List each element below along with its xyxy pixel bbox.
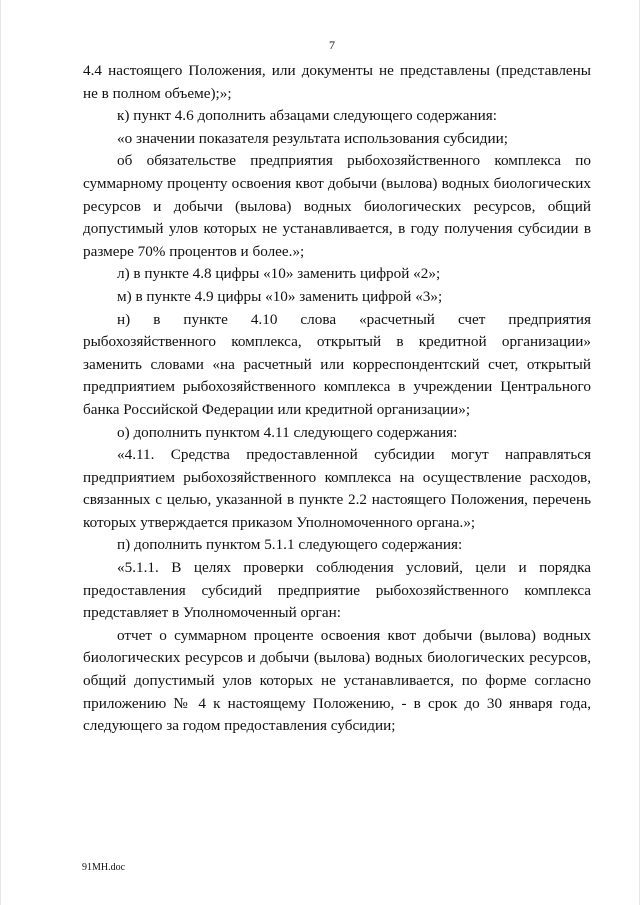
paragraph: о) дополнить пунктом 4.11 следующего содержания: (117, 423, 458, 441)
paragraph: м) в пункте 4.9 цифры «10» заменить цифрой «3»; (117, 287, 443, 305)
file-name-footer: 91МН.doc (82, 862, 126, 873)
document-body (83, 60, 591, 738)
page-number: 7 (329, 38, 335, 52)
paragraph: отчет о суммарном проценте освоения квот добычи (вылова) водных биологических ресурсов и добычи (вылова) водных биологических ресурсов, общий допустимый улов которых не устанавливается, по форме согласно приложению № 4 к настоящему Положению, - в срок до 30 января года, следующего за годом предоставления субсидии; (83, 626, 591, 735)
paragraph: п) дополнить пунктом 5.1.1 следующего содержания: (117, 536, 463, 554)
paragraph: «4.11. Средства предоставленной субсидии могут направляться предприятием рыбохозяйственного комплекса на осуществление расходов, связанных с целью, указанной в пункте 2.2 настоящего Положения, перечень которых утверждается приказом Уполномоченного органа.»; (83, 446, 591, 531)
paragraph: л) в пункте 4.8 цифры «10» заменить цифрой «2»; (117, 265, 441, 283)
paragraph: н) в пункте 4.10 слова «расчетный счет предприятия рыбохозяйственного комплекса, открытый в кредитной организации» заменить словами «на расчетный или корреспондентский счет, открытый предприятием рыбохозяйственного комплекса в учреждении Центрального банка Российской Федерации или кредитной организации»; (83, 310, 591, 418)
paragraph: «о значении показателя результата использования субсидии; (117, 129, 508, 147)
paragraph: 4.4 настоящего Положения, или документы не представлены (представлены не в полном объеме);»; (83, 62, 591, 102)
paragraph: «5.1.1. В целях проверки соблюдения условий, цели и порядка предоставления субсидий предприятие рыбохозяйственного комплекса представляет в Уполномоченный орган: (83, 559, 591, 622)
paragraph: об обязательстве предприятия рыбохозяйственного комплекса по суммарному проценту освоения квот добычи (вылова) водных биологических ресурсов и добычи (вылова) водных биологических ресурсов, общий допустимый улов которых не устанавливается, в году получения субсидии в размере 70% процентов и более.»; (83, 152, 591, 260)
paragraph: к) пункт 4.6 дополнить абзацами следующего содержания: (117, 107, 497, 125)
scan-edge-left (0, 0, 1, 905)
